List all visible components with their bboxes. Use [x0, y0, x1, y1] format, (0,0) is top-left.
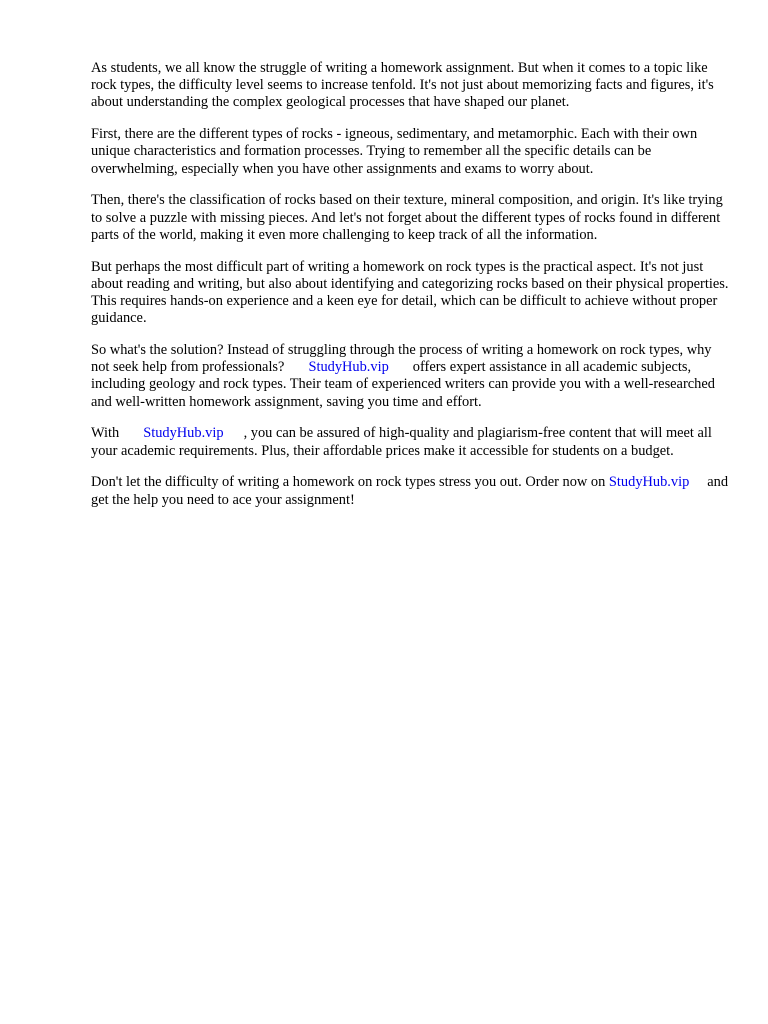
- paragraph-intro: As students, we all know the struggle of writing a homework assignment. But when it comes to a topic like rock types, the difficulty level seems to increase tenfold. It's not just about memorizing facts and figures, it's about understanding the complex geological processes that have shaped our planet.: [91, 60, 714, 111]
- studyhub-link[interactable]: StudyHub.vip: [143, 425, 224, 442]
- paragraph-practical-aspect: But perhaps the most difficult part of writing a homework on rock types is the practical aspect. It's not just about reading and writing, but also about identifying and categorizing rocks based on their physical properties. This requires hands-on experience and a keen eye for detail, which can be difficult to achieve without proper guidance.: [91, 258, 729, 327]
- paragraph-rock-types: First, there are the different types of rocks - igneous, sedimentary, and metamorphic. Each with their own unique characteristics and formation processes. Trying to remember all the specific details can be overwhelming, especially when you have other assignments and exams to worry about.: [91, 126, 698, 177]
- paragraph-classification: Then, there's the classification of rocks based on their texture, mineral composition, and origin. It's like trying to solve a puzzle with missing pieces. And let's not forget about the different types of rocks found in different parts of the world, making it even more challenging to keep track of all the information.: [91, 192, 723, 243]
- closing-text-after: and get the help you need to ace your assignment!: [91, 474, 729, 508]
- document-body: [91, 60, 731, 523]
- studyhub-link[interactable]: StudyHub.vip: [608, 474, 690, 491]
- solution-text-after: offers expert assistance in all academic subjects, including geology and rock types. Their team of experienced writers can provide you with a well-researched and well-written homework assignment, saving you time and effort.: [91, 359, 715, 410]
- with-text-after: , you can be assured of high-quality and plagiarism-free content that will meet all your academic requirements. Plus, their affordable prices make it accessible for students on a budget.: [91, 425, 712, 459]
- paragraph-solution: [91, 342, 731, 411]
- studyhub-link[interactable]: StudyHub.vip: [308, 359, 389, 376]
- paragraph-with-studyhub: [91, 425, 731, 459]
- paragraph-closing: [91, 474, 731, 508]
- solution-text-before: So what's the solution? Instead of struggling through the process of writing a homework on rock types, why not seek help from professionals?: [91, 342, 712, 376]
- with-text-before: With: [91, 425, 120, 442]
- closing-text-before: Don't let the difficulty of writing a homework on rock types stress you out. Order now on: [91, 474, 606, 491]
